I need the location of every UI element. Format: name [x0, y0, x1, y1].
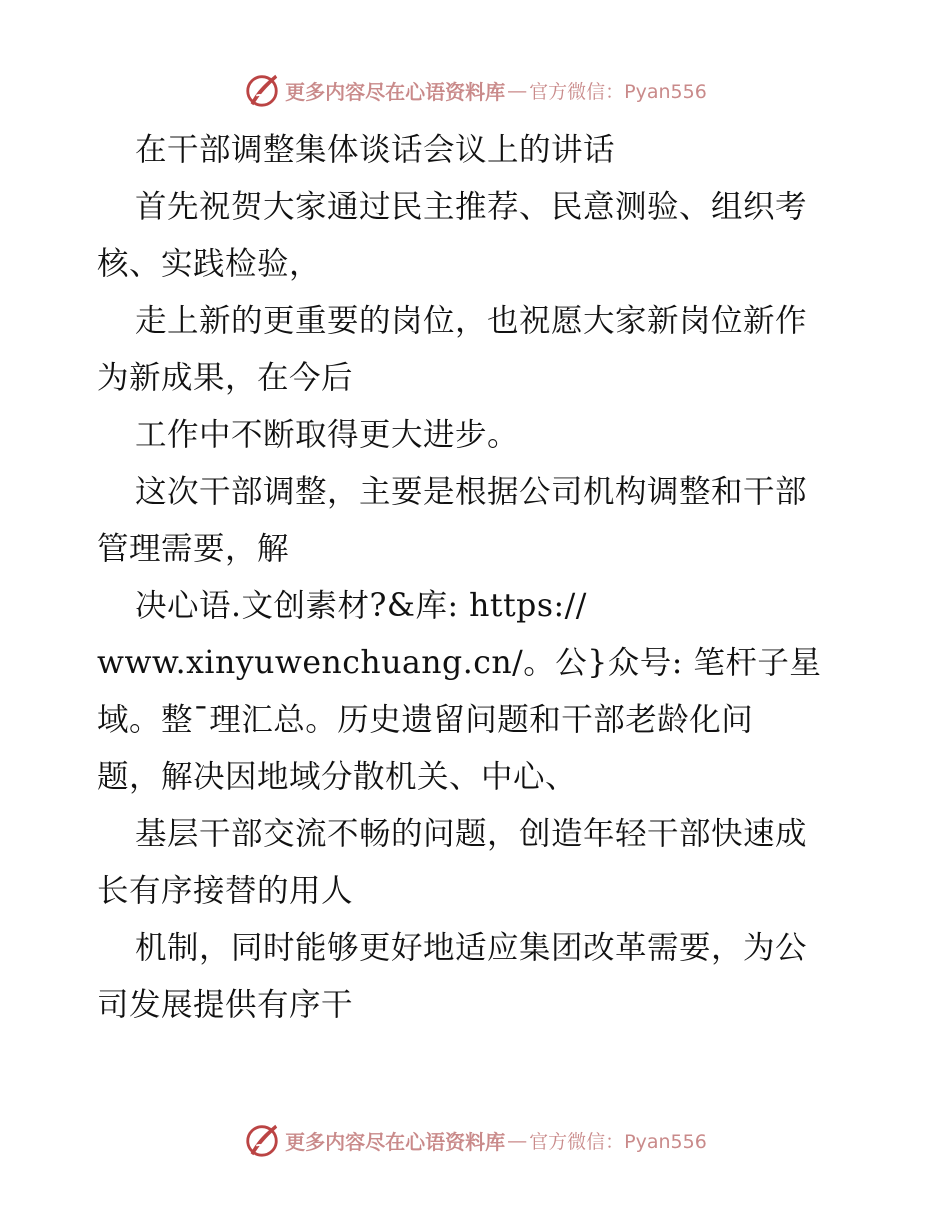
header-banner	[0, 70, 950, 110]
body-line: 机制，同时能够更好地适应集团改革需要，为公	[135, 930, 808, 966]
body-line: 为新成果，在今后	[97, 360, 354, 396]
body-line: 首先祝贺大家通过民主推荐、民意测验、组织考	[135, 189, 808, 225]
footer-banner	[0, 1120, 950, 1160]
brush-logo-icon	[243, 1121, 281, 1159]
document-body	[97, 122, 857, 1034]
body-line: 在干部调整集体谈话会议上的讲话	[135, 132, 616, 168]
banner-text: 更多内容尽在心语资料库	[285, 1129, 506, 1154]
body-line: 长有序接替的用人	[97, 873, 354, 909]
body-line: 基层干部交流不畅的问题，创造年轻干部快速成	[135, 816, 808, 852]
body-line: 决心语.文创素材?&库: https://	[135, 588, 587, 624]
body-line: 这次干部调整，主要是根据公司机构调整和干部	[135, 474, 808, 510]
banner-separator: —	[507, 1128, 528, 1152]
banner-wechat: 官方微信：Pyan556	[529, 1130, 707, 1153]
body-line: 核、实践检验，	[97, 246, 322, 282]
body-line: 司发展提供有序干	[97, 987, 354, 1023]
body-line: 管理需要，解	[97, 531, 290, 567]
body-line: 工作中不断取得更大进步。	[135, 417, 520, 453]
body-line: 题，解决因地域分散机关、中心、	[97, 759, 578, 795]
body-line: 走上新的更重要的岗位，也祝愿大家新岗位新作	[135, 303, 808, 339]
body-line: 域。整¯理汇总。历史遗留问题和干部老龄化问	[97, 702, 754, 738]
banner-wechat: 官方微信：Pyan556	[529, 80, 707, 103]
brush-logo-icon	[243, 71, 281, 109]
banner-separator: —	[507, 78, 528, 102]
banner-text: 更多内容尽在心语资料库	[285, 79, 506, 104]
body-line: www.xinyuwenchuang.cn/。公}众号: 笔杆子星	[97, 645, 822, 681]
